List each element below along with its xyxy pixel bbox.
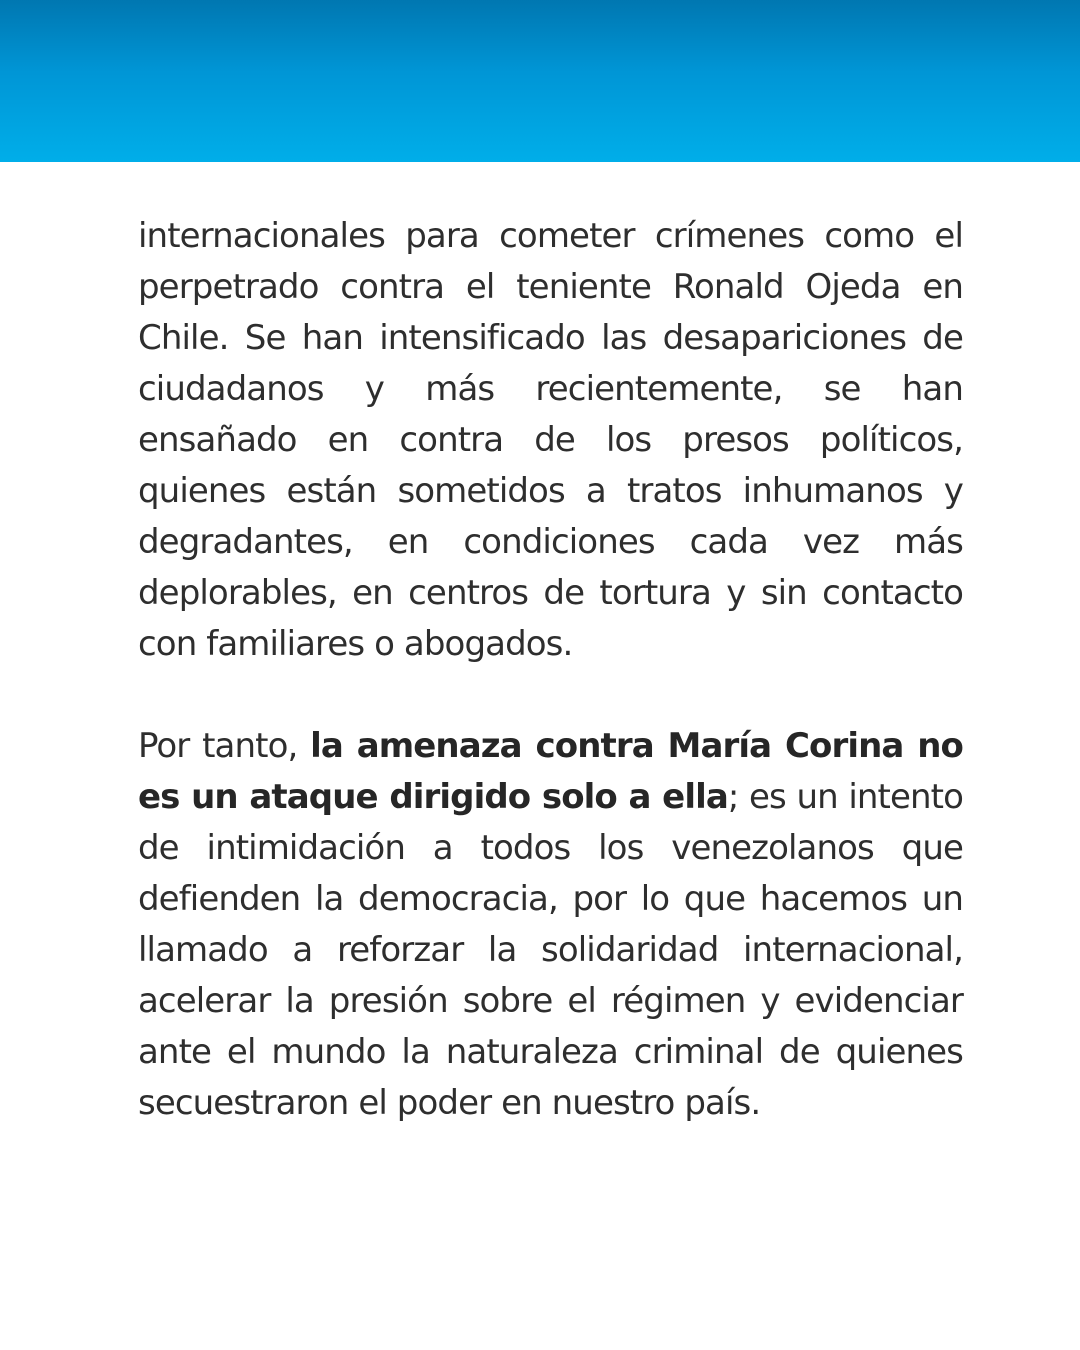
paragraph-2-bold-text: la amenaza contra María Corina no es un ataque dirigido solo a ella (138, 726, 963, 817)
paragraph-2-lead: Por tanto, (138, 726, 311, 766)
paragraph-1: internacionales para cometer crímenes como el perpetrado contra el teniente Ronald Ojeda en Chile. Se han intensificado las desapariciones de ciudadanos y más recientemente, se han ensañado en contra de los presos políticos, quienes están sometidos a tratos inhumanos y degradantes, en condiciones cada vez más deplorables, en centros de tortura y sin contacto con familiares o abogados. (138, 216, 963, 664)
header-band (0, 0, 1080, 162)
statement-body (138, 211, 963, 1129)
paragraph-2 (138, 721, 963, 1129)
paragraph-2-rest: ; es un intento de intimidación a todos los venezolanos que defienden la democracia, por lo que hacemos un llamado a reforzar la solidaridad internacional, acelerar la presión sobre el régimen y evidenciar ante el mundo la naturaleza criminal de quienes secuestraron el poder en nuestro país. (138, 777, 963, 1123)
